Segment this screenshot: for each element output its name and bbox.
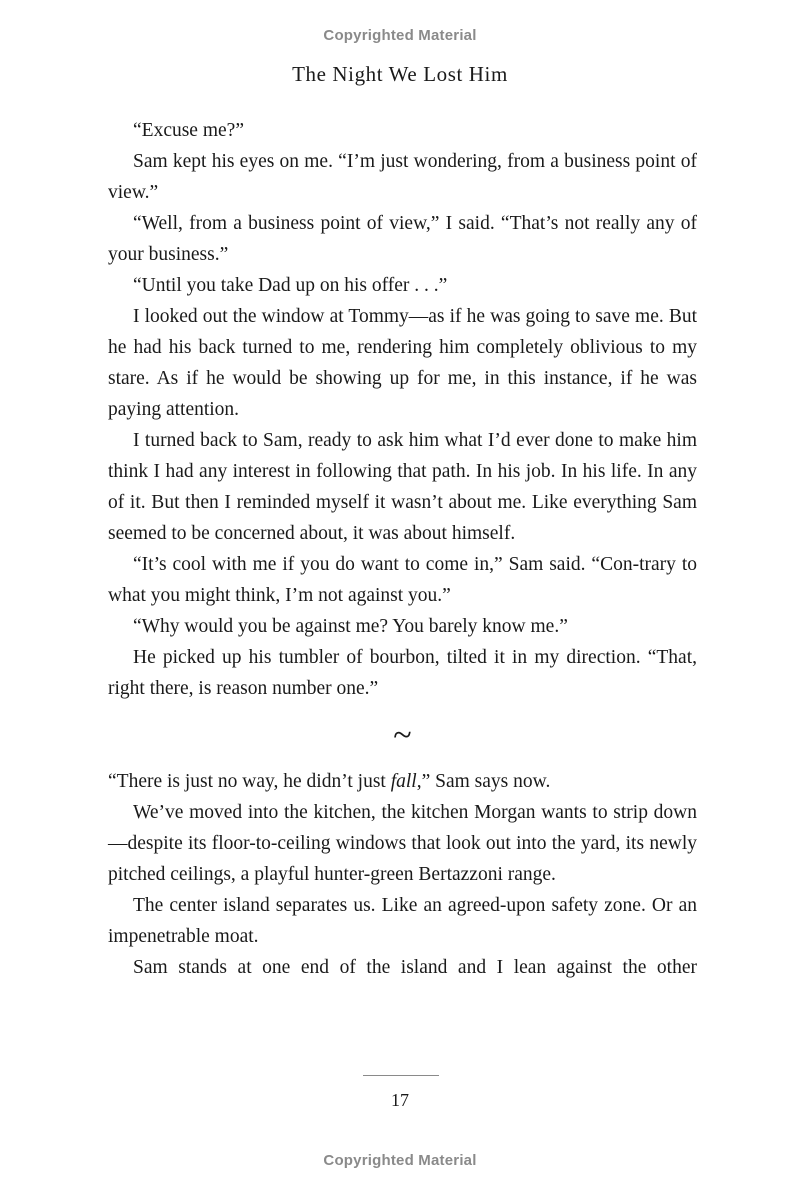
section-break-ornament: ~: [393, 717, 412, 754]
paragraph: Sam kept his eyes on me. “I’m just wondering, from a business point of view.”: [108, 151, 697, 203]
page-number: 17: [391, 1090, 409, 1110]
paragraph: I turned back to Sam, ready to ask him what I’d ever done to make him think I had any interest in following that path. In his job. In his life. In any of it. But then I reminded myself it wasn’t about me. Like everything Sam seemed to be concerned about, it was about himself.: [108, 430, 697, 544]
italic-emphasis: fall: [390, 771, 417, 792]
copyright-watermark-top: Copyrighted Material: [323, 27, 477, 44]
paragraph: The center island separates us. Like an agreed-upon safety zone. Or an impenetrable moat.: [108, 895, 697, 947]
text-run: ,” Sam says now.: [416, 771, 551, 792]
copyright-watermark-bottom: Copyrighted Material: [323, 1152, 477, 1169]
body-text: [108, 115, 697, 983]
paragraph: We’ve moved into the kitchen, the kitchen Morgan wants to strip down—despite its floor-to-ceiling windows that look out into the yard, its newly pitched ceilings, a playful hunter-green Bertazzoni range.: [108, 802, 697, 885]
paragraph: I looked out the window at Tommy—as if he was going to save me. But he had his back turned to me, rendering him completely oblivious to my stare. As if he would be showing up for me, in this instance, if he was paying attention.: [108, 306, 697, 420]
paragraph: “It’s cool with me if you do want to come in,” Sam said. “Con-trary to what you might think, I’m not against you.”: [108, 554, 697, 606]
text-run: “There is just no way, he didn’t just: [108, 771, 391, 792]
running-head-title: The Night We Lost Him: [292, 62, 508, 86]
folio-rule: [363, 1075, 439, 1076]
paragraph: He picked up his tumbler of bourbon, tilted it in my direction. “That, right there, is reason number one.”: [108, 647, 697, 699]
paragraph: “Until you take Dad up on his offer . . .”: [133, 275, 448, 296]
paragraph-section-opening: [108, 766, 697, 797]
paragraph-continues: Sam stands at one end of the island and I lean against the other: [133, 957, 697, 978]
paragraph: “Why would you be against me? You barely know me.”: [133, 616, 568, 637]
paragraph: “Well, from a business point of view,” I said. “That’s not really any of your business.”: [108, 213, 697, 265]
paragraph: “Excuse me?”: [133, 120, 244, 141]
